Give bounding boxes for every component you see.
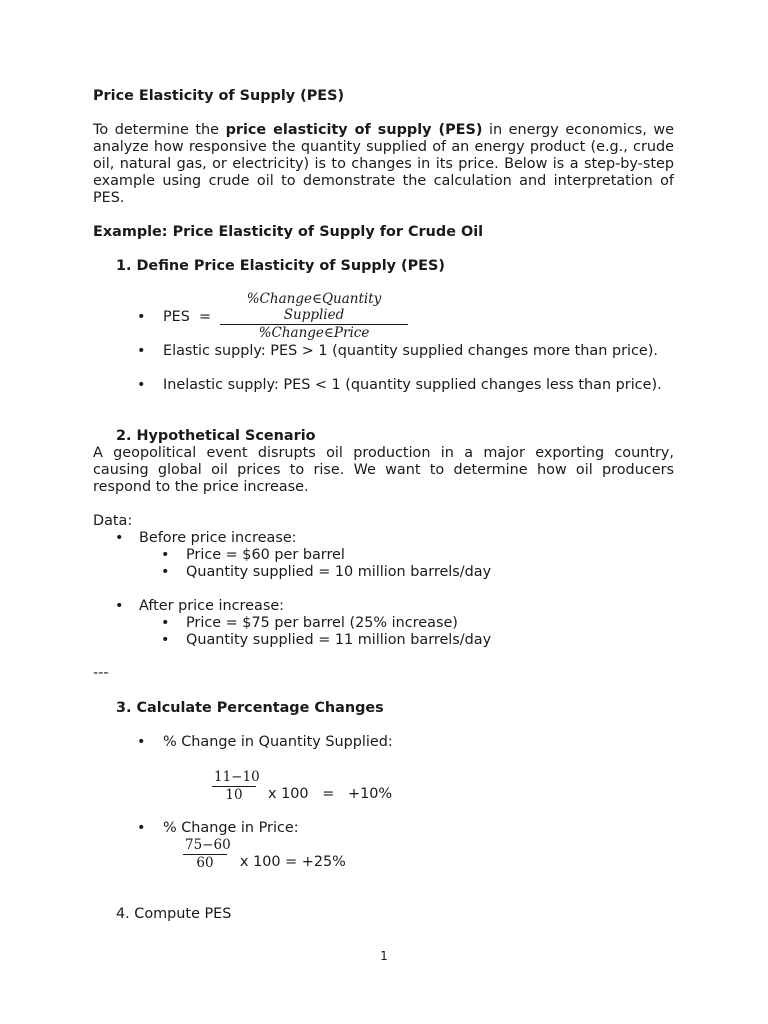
example-heading: Example: Price Elasticity of Supply for Crude Oil: [93, 224, 484, 240]
list-item: [161, 564, 491, 580]
bullet-icon: •: [137, 343, 146, 359]
section-3-heading: 3. Calculate Percentage Changes: [116, 700, 384, 716]
section-1-heading: 1. Define Price Elasticity of Supply (PES): [116, 258, 445, 274]
list-item: [161, 615, 458, 631]
qty-change-numerator: 11−10: [214, 769, 260, 785]
pes-formula-denominator: %Change∈Price: [258, 325, 370, 341]
list-item: [161, 547, 345, 563]
bullet-icon: •: [161, 632, 170, 648]
qty-change-result: x 100 = +10%: [268, 786, 393, 802]
section-4-heading: 4. Compute PES: [116, 906, 232, 922]
list-item: [137, 377, 674, 394]
intro-text-bold: price elasticity of supply (PES): [225, 122, 483, 138]
data-label: Data:: [93, 513, 133, 529]
list-item: [161, 632, 491, 648]
bullet-icon: •: [161, 547, 170, 563]
bullet-icon: •: [137, 377, 146, 393]
qty-change-label: % Change in Quantity Supplied:: [163, 734, 393, 750]
before-price: Price = $60 per barrel: [186, 547, 345, 563]
bullet-icon: •: [161, 564, 170, 580]
bullet-icon: •: [115, 598, 124, 614]
bullet-icon: •: [137, 734, 146, 750]
bullet-icon: •: [137, 309, 146, 325]
list-item: [115, 598, 284, 614]
scenario-paragraph: A geopolitical event disrupts oil production in a major exporting country, causing global oil prices to rise. We want to determine how oil producers respond to the price increase.: [93, 445, 674, 495]
page-number: 1: [380, 949, 388, 963]
after-quantity: Quantity supplied = 11 million barrels/day: [186, 632, 492, 648]
section-2-heading: 2. Hypothetical Scenario: [116, 428, 316, 444]
pes-formula-fraction: [220, 291, 408, 342]
before-label: Before price increase:: [139, 530, 297, 546]
pes-formula-numerator: %Change∈Quantity Supplied: [220, 291, 408, 325]
price-change-numerator: 75−60: [185, 837, 231, 853]
qty-change-fraction: [212, 769, 260, 804]
document-title: Price Elasticity of Supply (PES): [93, 88, 345, 104]
list-item: [137, 343, 674, 360]
intro-text-after: in energy economics, we analyze how responsive the quantity supplied of an energy product (e.g., crude oil, natural gas, or electricity) is to changes in its price. Below is a step-by-step example using crude oil to demonstrate the calculation and interpretation of PES.: [93, 122, 674, 206]
price-change-fraction: [183, 837, 231, 872]
before-quantity: Quantity supplied = 10 million barrels/day: [186, 564, 492, 580]
after-label: After price increase:: [139, 598, 285, 614]
intro-paragraph: [93, 122, 674, 207]
intro-text-before: To determine the: [93, 122, 226, 138]
price-change-result: x 100 = +25%: [240, 854, 346, 870]
bullet-icon: •: [137, 820, 146, 836]
price-change-label: % Change in Price:: [163, 820, 299, 836]
pes-formula-lhs: PES =: [163, 309, 212, 325]
list-item: [137, 820, 674, 836]
bullet-icon: •: [115, 530, 124, 546]
qty-change-denominator: 10: [225, 787, 243, 803]
separator: ---: [93, 665, 109, 681]
list-item: [137, 734, 674, 750]
elastic-supply-text: Elastic supply: PES > 1 (quantity supplied changes more than price).: [163, 343, 658, 359]
inelastic-supply-text: Inelastic supply: PES < 1 (quantity supplied changes less than price).: [163, 377, 662, 393]
price-change-denominator: 60: [196, 855, 214, 871]
bullet-icon: •: [161, 615, 170, 631]
list-item: [115, 530, 297, 546]
after-price: Price = $75 per barrel (25% increase): [186, 615, 458, 631]
